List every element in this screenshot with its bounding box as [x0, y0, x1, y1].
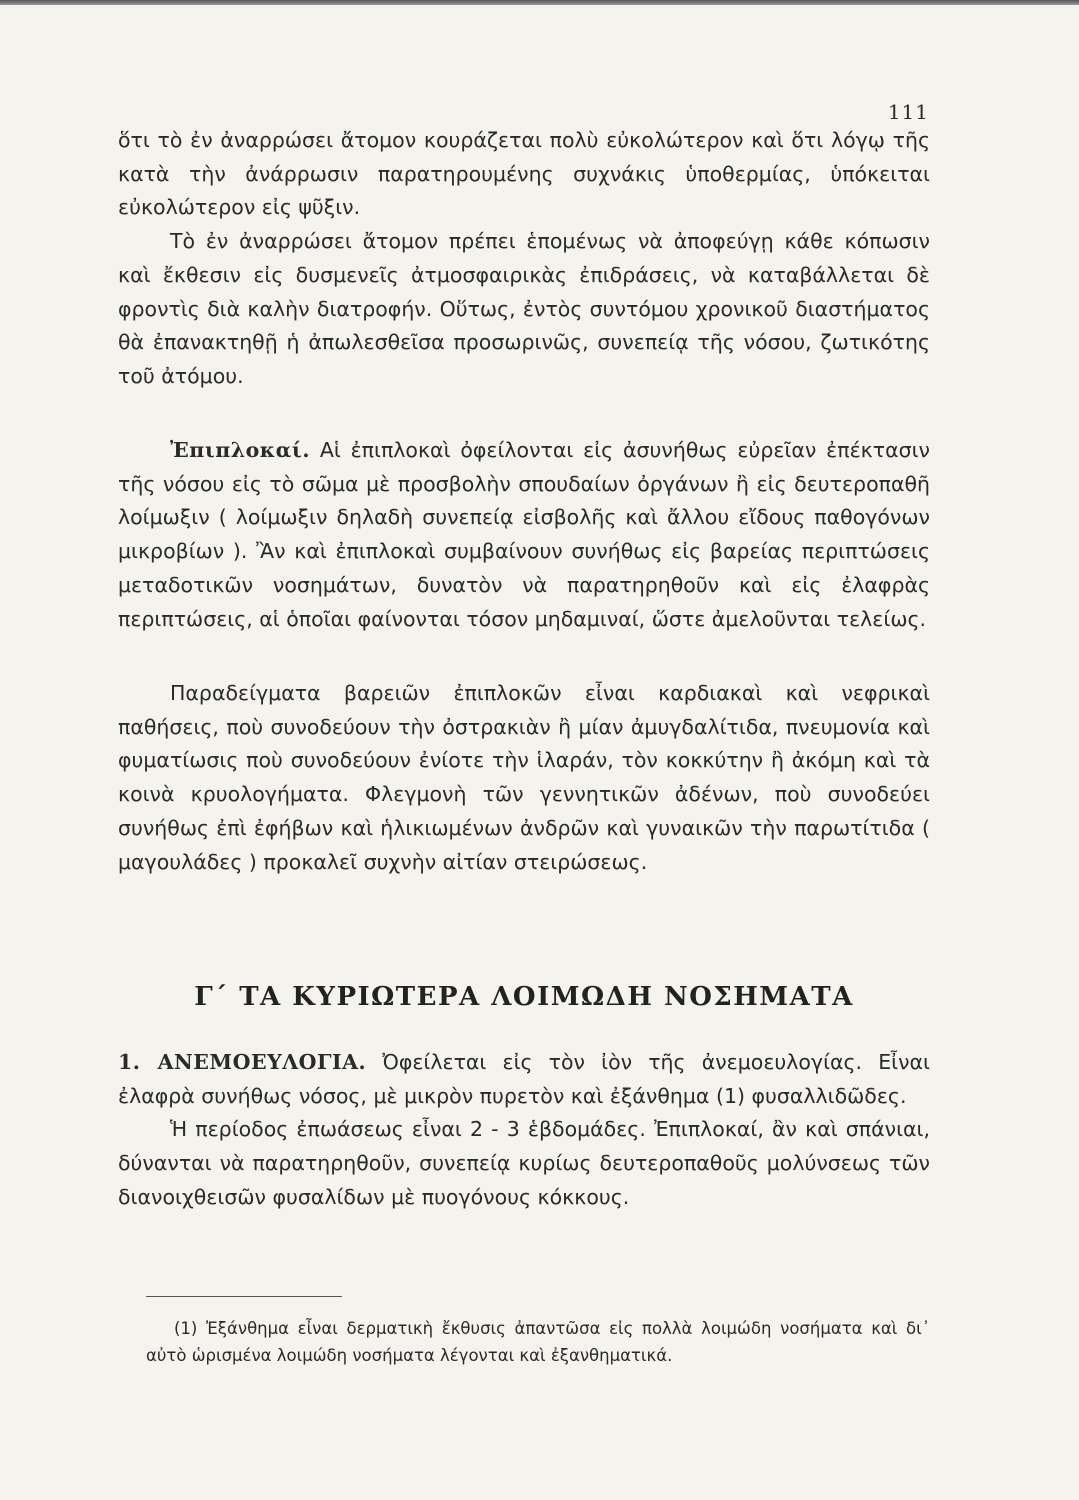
- intro-text: [118, 124, 930, 394]
- chickenpox-section: [118, 1046, 930, 1215]
- paragraph-recovery-advice: Τὸ ἐν ἀναρρώσει ἄτομον πρέπει ἑπομένως νὰ ἀποφεύγῃ κάθε κόπωσιν καὶ ἔκθεσιν εἰς δυσμενεῖς ἀτμοσφαιρικὰς ἐπιδράσεις, νὰ καταβάλλεται δὲ φροντὶς διὰ καλὴν διατροφήν. Οὕτως, ἐντὸς συντόμου χρονικοῦ διαστήματος θὰ ἐπανακτηθῇ ἡ ἀπωλεσθεῖσα προσωρινῶς, συνεπείᾳ τῆς νόσου, ζωτικότης τοῦ ἀτόμου.: [118, 229, 930, 388]
- paragraph-convalescence: ὅτι τὸ ἐν ἀναρρώσει ἄτομον κουράζεται πολὺ εὐκολώτερον καὶ ὅτι λόγῳ τῆς κατὰ τὴν ἀνάρρωσιν παρατηρουμένης συχνάκις ὑποθερμίας, ὑπόκειται εὐκολώτερον εἰς ψῦξιν.: [118, 128, 930, 220]
- scan-top-edge: [0, 0, 1079, 5]
- complications-heading: Ἐπιπλοκαί.: [170, 438, 310, 462]
- chickenpox-intro-text: Ὀφείλεται εἰς τὸν ἰὸν τῆς ἀνεμοευλογίας. Εἶναι ἐλαφρὰ συνήθως νόσος, μὲ μικρὸν πυρετὸν καὶ ἐξάνθημα (1) φυσαλλιδῶδες.: [118, 1050, 930, 1108]
- section-heading: Γ΄ ΤΑ ΚΥΡΙΩΤΕΡΑ ΛΟΙΜΩΔΗ ΝΟΣΗΜΑΤΑ: [194, 982, 854, 1012]
- complications-text: Αἱ ἐπιπλοκαὶ ὀφείλονται εἰς ἀσυνήθως εὐρεῖαν ἐπέκτασιν τῆς νόσου εἰς τὸ σῶμα μὲ προσβολὴν σπουδαίων ὀργάνων ἢ εἰς δευτεροπαθῆ λοίμωξιν ( λοίμωξιν δηλαδὴ συνεπείᾳ εἰσβολῆς καὶ ἄλλου εἴδους παθογόνων μικροβίων ). Ἂν καὶ ἐπιπλοκαὶ συμβαίνουν συνήθως εἰς βαρείας περιπτώσεις μεταδοτικῶν νοσημάτων, δυνατὸν νὰ παρατηρηθοῦν καὶ εἰς ἐλαφρὰς περιπτώσεις, αἱ ὁποῖαι φαίνονται τόσον μηδαμιναί, ὥστε ἀμελοῦνται τελείως.: [118, 438, 930, 631]
- footnote: [146, 1315, 930, 1369]
- footnote-text: (1) Ἐξάνθημα εἶναι δερματικὴ ἔκθυσις ἀπαντῶσα εἰς πολλὰ λοιμώδη νοσήματα καὶ δι᾽ αὐτὸ ὡρισμένα λοιμώδη νοσήματα λέγονται καὶ ἐξανθηματικά.: [146, 1319, 930, 1365]
- paragraph-examples: Παραδείγματα βαρειῶν ἐπιπλοκῶν εἶναι καρδιακαὶ καὶ νεφρικαὶ παθήσεις, ποὺ συνοδεύουν τὴν ὀστρακιὰν ἢ μίαν ἀμυγδαλίτιδα, πνευμονία καὶ φυματίωσις ποὺ συνοδεύουν ἐνίοτε τὴν ἱλαράν, τὸν κοκκύτην ἢ ἀκόμη καὶ τὰ κοινὰ κρυολογήματα. Φλεγμονὴ τῶν γεννητικῶν ἀδένων, ποὺ συνοδεύει συνήθως ἐπὶ ἐφήβων καὶ ἡλικιωμένων ἀνδρῶν καὶ γυναικῶν τὴν παρωτίτιδα ( μαγουλάδες ) προκαλεῖ συχνὴν αἰτίαν στειρώσεως.: [118, 681, 930, 874]
- page-number: 111: [887, 100, 929, 124]
- examples-text: [118, 677, 930, 879]
- paragraph-complications: [118, 434, 930, 636]
- complications-section: [118, 434, 930, 636]
- footnote-divider: [146, 1296, 342, 1297]
- paragraph-incubation: Ἡ περίοδος ἐπωάσεως εἶναι 2 - 3 ἑβδομάδες. Ἐπιπλοκαί, ἂν καὶ σπάνιαι, δύνανται νὰ παρατηρηθοῦν, συνεπείᾳ κυρίως δευτεροπαθοῦς μολύνσεως τῶν διανοιχθεισῶν φυσαλίδων μὲ πυογόνους κόκκους.: [118, 1117, 930, 1209]
- chickenpox-heading: 1. ΑΝΕΜΟΕΥΛΟΓΙΑ.: [118, 1050, 367, 1074]
- paragraph-chickenpox-intro: [118, 1046, 930, 1113]
